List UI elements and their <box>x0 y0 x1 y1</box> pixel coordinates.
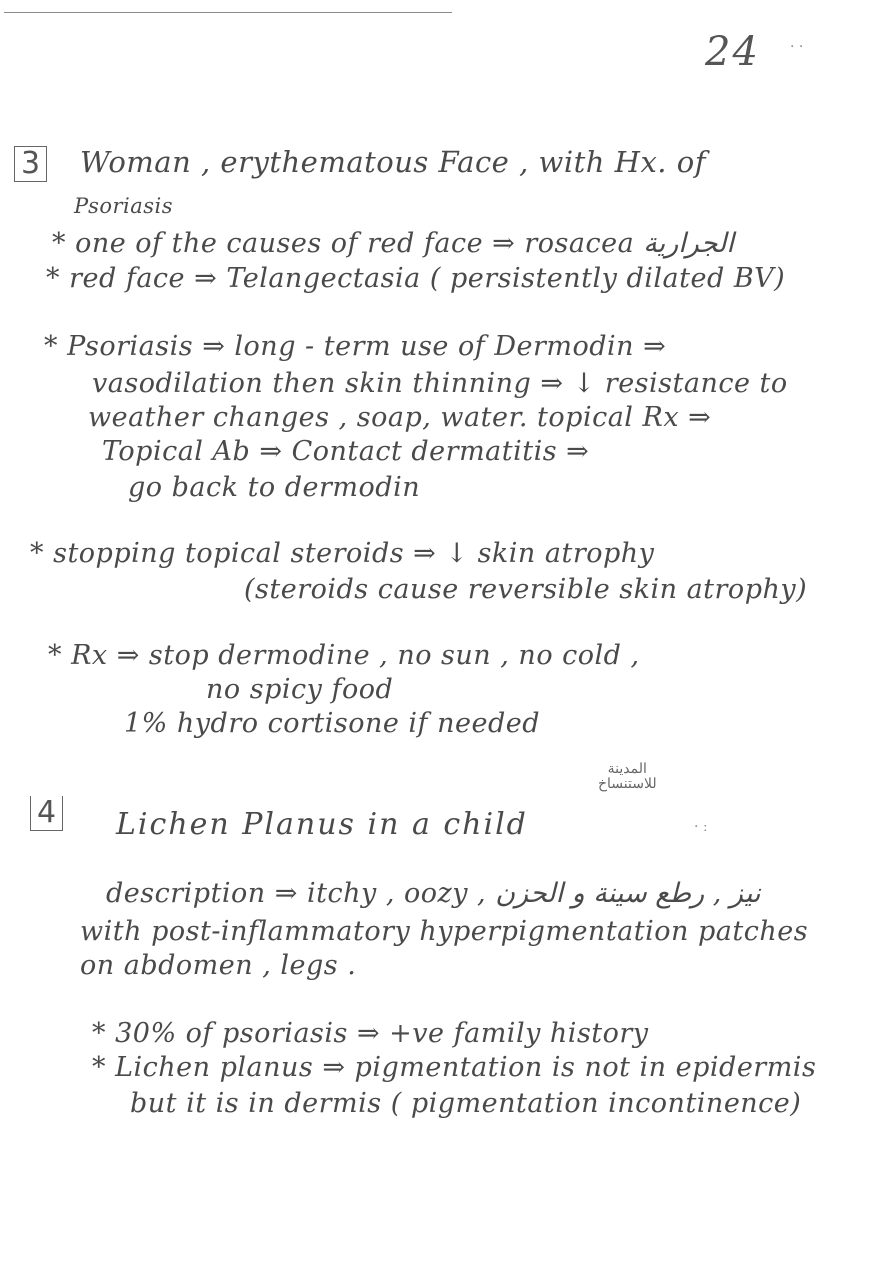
psoriasis-line1: * Psoriasis ⇒ long - term use of Dermodin ⇒ <box>44 331 667 362</box>
top-rule <box>4 12 452 13</box>
rx-line3: 1% hydro cortisone if needed <box>124 708 541 739</box>
bullet-rosacea: * one of the causes of red face ⇒ rosacea الجرارية <box>52 228 734 259</box>
stopping-steroids-line1: * stopping topical steroids ⇒ ↓ skin atrophy <box>30 538 655 569</box>
stamp-line1: المدينة <box>607 761 647 777</box>
page-number: 24 <box>705 29 760 75</box>
section-4-number: 4 <box>30 796 63 831</box>
rx-line2: no spicy food <box>206 674 394 705</box>
section-4-title: Lichen Planus in a child <box>116 807 528 842</box>
stamp-line2: للاستنساخ <box>598 776 657 793</box>
fact-lichen-line2: but it is in dermis ( pigmentation incontinence) <box>130 1088 802 1119</box>
description-line1: description ⇒ itchy , oozy , نيز , رطع سينة و الحزن <box>106 878 761 909</box>
section-3-title-line1: Woman , erythematous Face , with Hx. of <box>80 145 706 179</box>
stopping-steroids-line2: (steroids cause reversible skin atrophy) <box>244 574 808 605</box>
fact-lichen-line1: * Lichen planus ⇒ pigmentation is not in epidermis <box>92 1052 817 1083</box>
rx-line1: * Rx ⇒ stop dermodine , no sun , no cold , <box>48 640 640 671</box>
section-3-number: 3 <box>14 146 47 182</box>
psoriasis-line3: weather changes , soap, water. topical Rx ⇒ <box>88 402 712 433</box>
psoriasis-line5: go back to dermodin <box>128 472 421 503</box>
psoriasis-line2: vasodilation then skin thinning ⇒ ↓ resistance to <box>92 368 788 399</box>
description-line2: with post-inflammatory hyperpigmentation patches <box>80 916 809 947</box>
fact-family-history: * 30% of psoriasis ⇒ +ve family history <box>92 1018 649 1049</box>
section-3-title-line2: Psoriasis <box>74 194 174 218</box>
psoriasis-line4: Topical Ab ⇒ Contact dermatitis ⇒ <box>102 436 590 467</box>
stray-marks: · · <box>790 39 804 55</box>
stray-marks-2: · ː <box>694 819 708 835</box>
bullet-telangectasia: * red face ⇒ Telangectasia ( persistently dilated BV) <box>46 263 786 294</box>
copy-shop-stamp <box>598 762 657 793</box>
description-line3: on abdomen , legs . <box>80 950 357 981</box>
